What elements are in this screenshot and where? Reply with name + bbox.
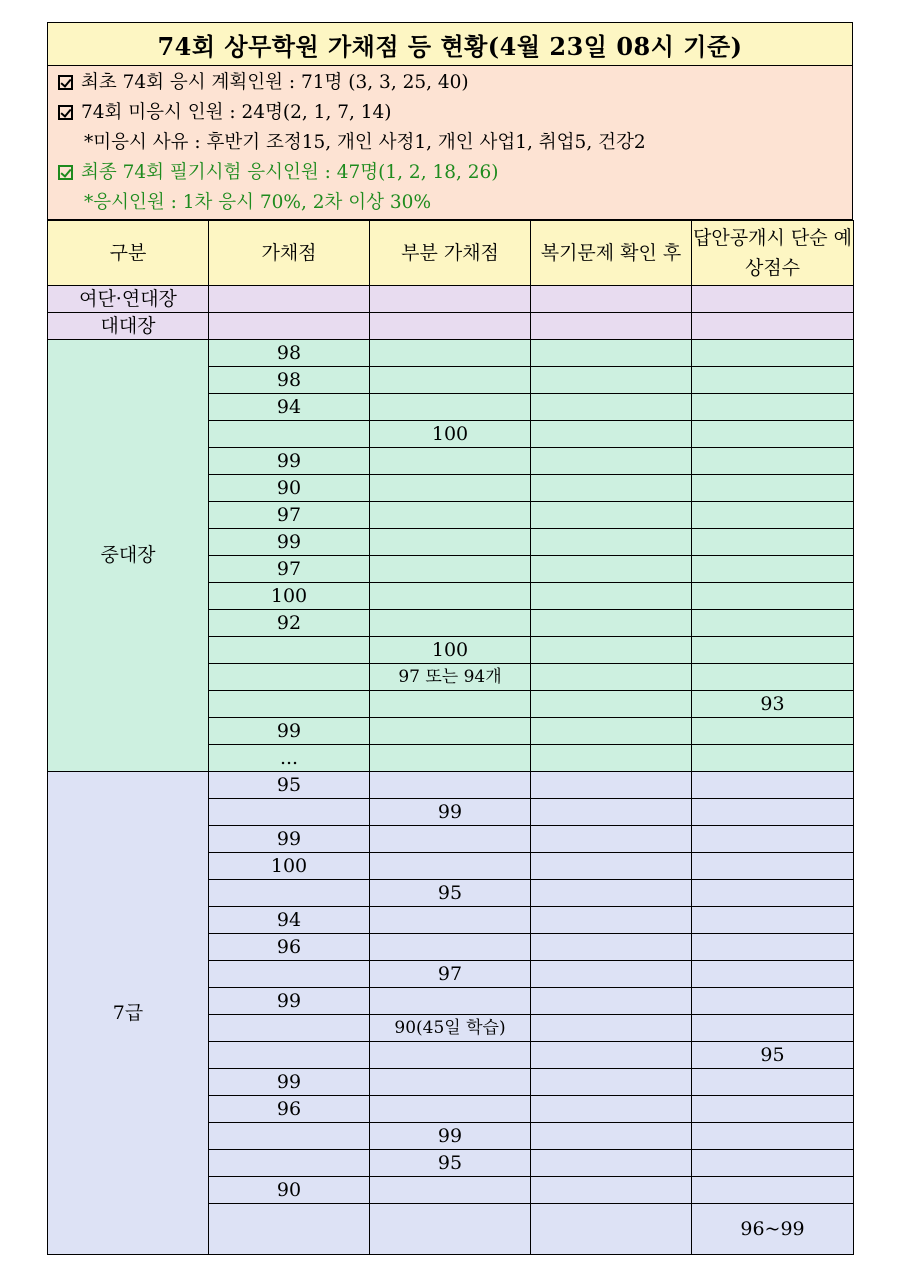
review-score-cell <box>531 799 692 826</box>
expected-score-cell <box>692 934 854 961</box>
expected-score-cell <box>692 907 854 934</box>
table-row <box>48 313 854 340</box>
review-score-cell <box>531 691 692 718</box>
summary-text: *응시인원 : 1차 응시 70%, 2차 이상 30% <box>84 192 432 213</box>
table-row <box>48 286 854 313</box>
review-score-cell <box>531 745 692 772</box>
partial-score-cell: 97 또는 94개 <box>370 664 531 691</box>
score-cell: 97 <box>209 502 370 529</box>
partial-score-cell: 99 <box>370 1123 531 1150</box>
partial-score-cell <box>370 718 531 745</box>
score-cell <box>209 1150 370 1177</box>
expected-score-cell <box>692 421 854 448</box>
score-cell <box>209 1204 370 1255</box>
review-score-cell <box>531 421 692 448</box>
score-cell: 97 <box>209 556 370 583</box>
summary-line <box>48 188 852 218</box>
group-label: 대대장 <box>48 313 209 340</box>
score-cell <box>209 286 370 313</box>
expected-score-cell <box>692 529 854 556</box>
expected-score-cell <box>692 1096 854 1123</box>
expected-score-cell <box>692 610 854 637</box>
expected-score-cell <box>692 853 854 880</box>
partial-score-cell <box>370 475 531 502</box>
header-category: 구분 <box>48 221 209 286</box>
group-label: 여단·연대장 <box>48 286 209 313</box>
expected-score-cell <box>692 880 854 907</box>
score-cell <box>209 799 370 826</box>
review-score-cell <box>531 907 692 934</box>
expected-score-cell <box>692 826 854 853</box>
expected-score-cell <box>692 367 854 394</box>
review-score-cell <box>531 367 692 394</box>
review-score-cell <box>531 1096 692 1123</box>
expected-score-cell <box>692 1015 854 1042</box>
review-score-cell <box>531 394 692 421</box>
review-score-cell <box>531 286 692 313</box>
score-cell: 90 <box>209 475 370 502</box>
score-cell: 99 <box>209 988 370 1015</box>
expected-score-cell: 96~99 <box>692 1204 854 1255</box>
score-cell: 92 <box>209 610 370 637</box>
expected-score-cell <box>692 1177 854 1204</box>
score-cell <box>209 691 370 718</box>
score-cell: 95 <box>209 772 370 799</box>
header-expected-score: 답안공개시 단순 예상점수 <box>692 221 854 286</box>
partial-score-cell <box>370 286 531 313</box>
score-cell <box>209 880 370 907</box>
checkbox-checked-icon <box>58 105 73 120</box>
score-cell: 96 <box>209 1096 370 1123</box>
partial-score-cell: 99 <box>370 799 531 826</box>
score-cell: 98 <box>209 367 370 394</box>
score-cell <box>209 1015 370 1042</box>
score-cell: 94 <box>209 907 370 934</box>
expected-score-cell: 93 <box>692 691 854 718</box>
expected-score-cell <box>692 637 854 664</box>
group-label: 7급 <box>48 772 209 1255</box>
partial-score-cell <box>370 313 531 340</box>
expected-score-cell <box>692 772 854 799</box>
header-partial-score: 부분 가채점 <box>370 221 531 286</box>
partial-score-cell: 95 <box>370 880 531 907</box>
partial-score-cell <box>370 826 531 853</box>
table-row <box>48 772 854 799</box>
review-score-cell <box>531 340 692 367</box>
summary-line <box>48 128 852 158</box>
review-score-cell <box>531 1204 692 1255</box>
expected-score-cell <box>692 394 854 421</box>
score-cell: ... <box>209 745 370 772</box>
review-score-cell <box>531 583 692 610</box>
expected-score-cell <box>692 448 854 475</box>
expected-score-cell <box>692 664 854 691</box>
review-score-cell <box>531 1150 692 1177</box>
expected-score-cell <box>692 1150 854 1177</box>
review-score-cell <box>531 718 692 745</box>
partial-score-cell <box>370 691 531 718</box>
expected-score-cell <box>692 718 854 745</box>
partial-score-cell <box>370 1096 531 1123</box>
group-label: 중대장 <box>48 340 209 772</box>
expected-score-cell <box>692 961 854 988</box>
expected-score-cell <box>692 502 854 529</box>
review-score-cell <box>531 880 692 907</box>
review-score-cell <box>531 961 692 988</box>
partial-score-cell <box>370 394 531 421</box>
expected-score-cell <box>692 1069 854 1096</box>
summary-text: 74회 미응시 인원 : 24명(2, 1, 7, 14) <box>81 102 392 123</box>
partial-score-cell: 95 <box>370 1150 531 1177</box>
score-cell: 99 <box>209 718 370 745</box>
partial-score-cell: 90(45일 학습) <box>370 1015 531 1042</box>
score-cell: 100 <box>209 853 370 880</box>
review-score-cell <box>531 664 692 691</box>
score-cell: 90 <box>209 1177 370 1204</box>
review-score-cell <box>531 475 692 502</box>
table-body <box>48 286 854 1255</box>
partial-score-cell <box>370 772 531 799</box>
expected-score-cell <box>692 799 854 826</box>
expected-score-cell: 95 <box>692 1042 854 1069</box>
partial-score-cell <box>370 1204 531 1255</box>
review-score-cell <box>531 637 692 664</box>
review-score-cell <box>531 772 692 799</box>
score-cell <box>209 421 370 448</box>
expected-score-cell <box>692 556 854 583</box>
review-score-cell <box>531 529 692 556</box>
summary-line <box>48 68 852 98</box>
summary-text: *미응시 사유 : 후반기 조정15, 개인 사정1, 개인 사업1, 취업5, 건강2 <box>84 132 646 153</box>
partial-score-cell <box>370 934 531 961</box>
score-cell <box>209 664 370 691</box>
review-score-cell <box>531 556 692 583</box>
partial-score-cell <box>370 907 531 934</box>
summary-text: 최초 74회 응시 계획인원 : 71명 (3, 3, 25, 40) <box>81 72 469 93</box>
partial-score-cell <box>370 502 531 529</box>
review-score-cell <box>531 313 692 340</box>
expected-score-cell <box>692 313 854 340</box>
summary-line <box>48 98 852 128</box>
expected-score-cell <box>692 286 854 313</box>
score-cell: 99 <box>209 448 370 475</box>
partial-score-cell <box>370 367 531 394</box>
header-score: 가채점 <box>209 221 370 286</box>
partial-score-cell <box>370 1069 531 1096</box>
partial-score-cell <box>370 853 531 880</box>
score-cell: 99 <box>209 529 370 556</box>
score-cell: 100 <box>209 583 370 610</box>
partial-score-cell: 100 <box>370 421 531 448</box>
partial-score-cell <box>370 340 531 367</box>
review-score-cell <box>531 826 692 853</box>
score-cell <box>209 1042 370 1069</box>
review-score-cell <box>531 610 692 637</box>
partial-score-cell: 100 <box>370 637 531 664</box>
partial-score-cell <box>370 1042 531 1069</box>
header-after-review: 복기문제 확인 후 <box>531 221 692 286</box>
partial-score-cell <box>370 556 531 583</box>
review-score-cell <box>531 502 692 529</box>
partial-score-cell <box>370 583 531 610</box>
partial-score-cell: 97 <box>370 961 531 988</box>
score-cell: 98 <box>209 340 370 367</box>
review-score-cell <box>531 1177 692 1204</box>
expected-score-cell <box>692 1123 854 1150</box>
summary-text: 최종 74회 필기시험 응시인원 : 47명(1, 2, 18, 26) <box>81 162 499 183</box>
partial-score-cell <box>370 988 531 1015</box>
score-cell: 94 <box>209 394 370 421</box>
review-score-cell <box>531 1069 692 1096</box>
review-score-cell <box>531 1042 692 1069</box>
review-score-cell <box>531 1015 692 1042</box>
expected-score-cell <box>692 988 854 1015</box>
checkbox-checked-icon <box>58 75 73 90</box>
score-cell <box>209 1123 370 1150</box>
review-score-cell <box>531 448 692 475</box>
report-sheet <box>47 22 853 1255</box>
expected-score-cell <box>692 745 854 772</box>
review-score-cell <box>531 1123 692 1150</box>
expected-score-cell <box>692 475 854 502</box>
expected-score-cell <box>692 583 854 610</box>
partial-score-cell <box>370 448 531 475</box>
score-cell <box>209 313 370 340</box>
partial-score-cell <box>370 610 531 637</box>
review-score-cell <box>531 988 692 1015</box>
partial-score-cell <box>370 529 531 556</box>
score-cell <box>209 961 370 988</box>
summary-box <box>47 66 853 220</box>
review-score-cell <box>531 853 692 880</box>
score-cell <box>209 637 370 664</box>
table-row <box>48 340 854 367</box>
summary-line <box>48 158 852 188</box>
checkbox-checked-icon <box>58 165 73 180</box>
page-title: 74회 상무학원 가채점 등 현황(4월 23일 08시 기준) <box>47 22 853 66</box>
score-table <box>47 220 854 1255</box>
score-cell: 96 <box>209 934 370 961</box>
expected-score-cell <box>692 340 854 367</box>
review-score-cell <box>531 934 692 961</box>
score-cell: 99 <box>209 826 370 853</box>
partial-score-cell <box>370 1177 531 1204</box>
partial-score-cell <box>370 745 531 772</box>
table-header-row <box>48 221 854 286</box>
score-cell: 99 <box>209 1069 370 1096</box>
